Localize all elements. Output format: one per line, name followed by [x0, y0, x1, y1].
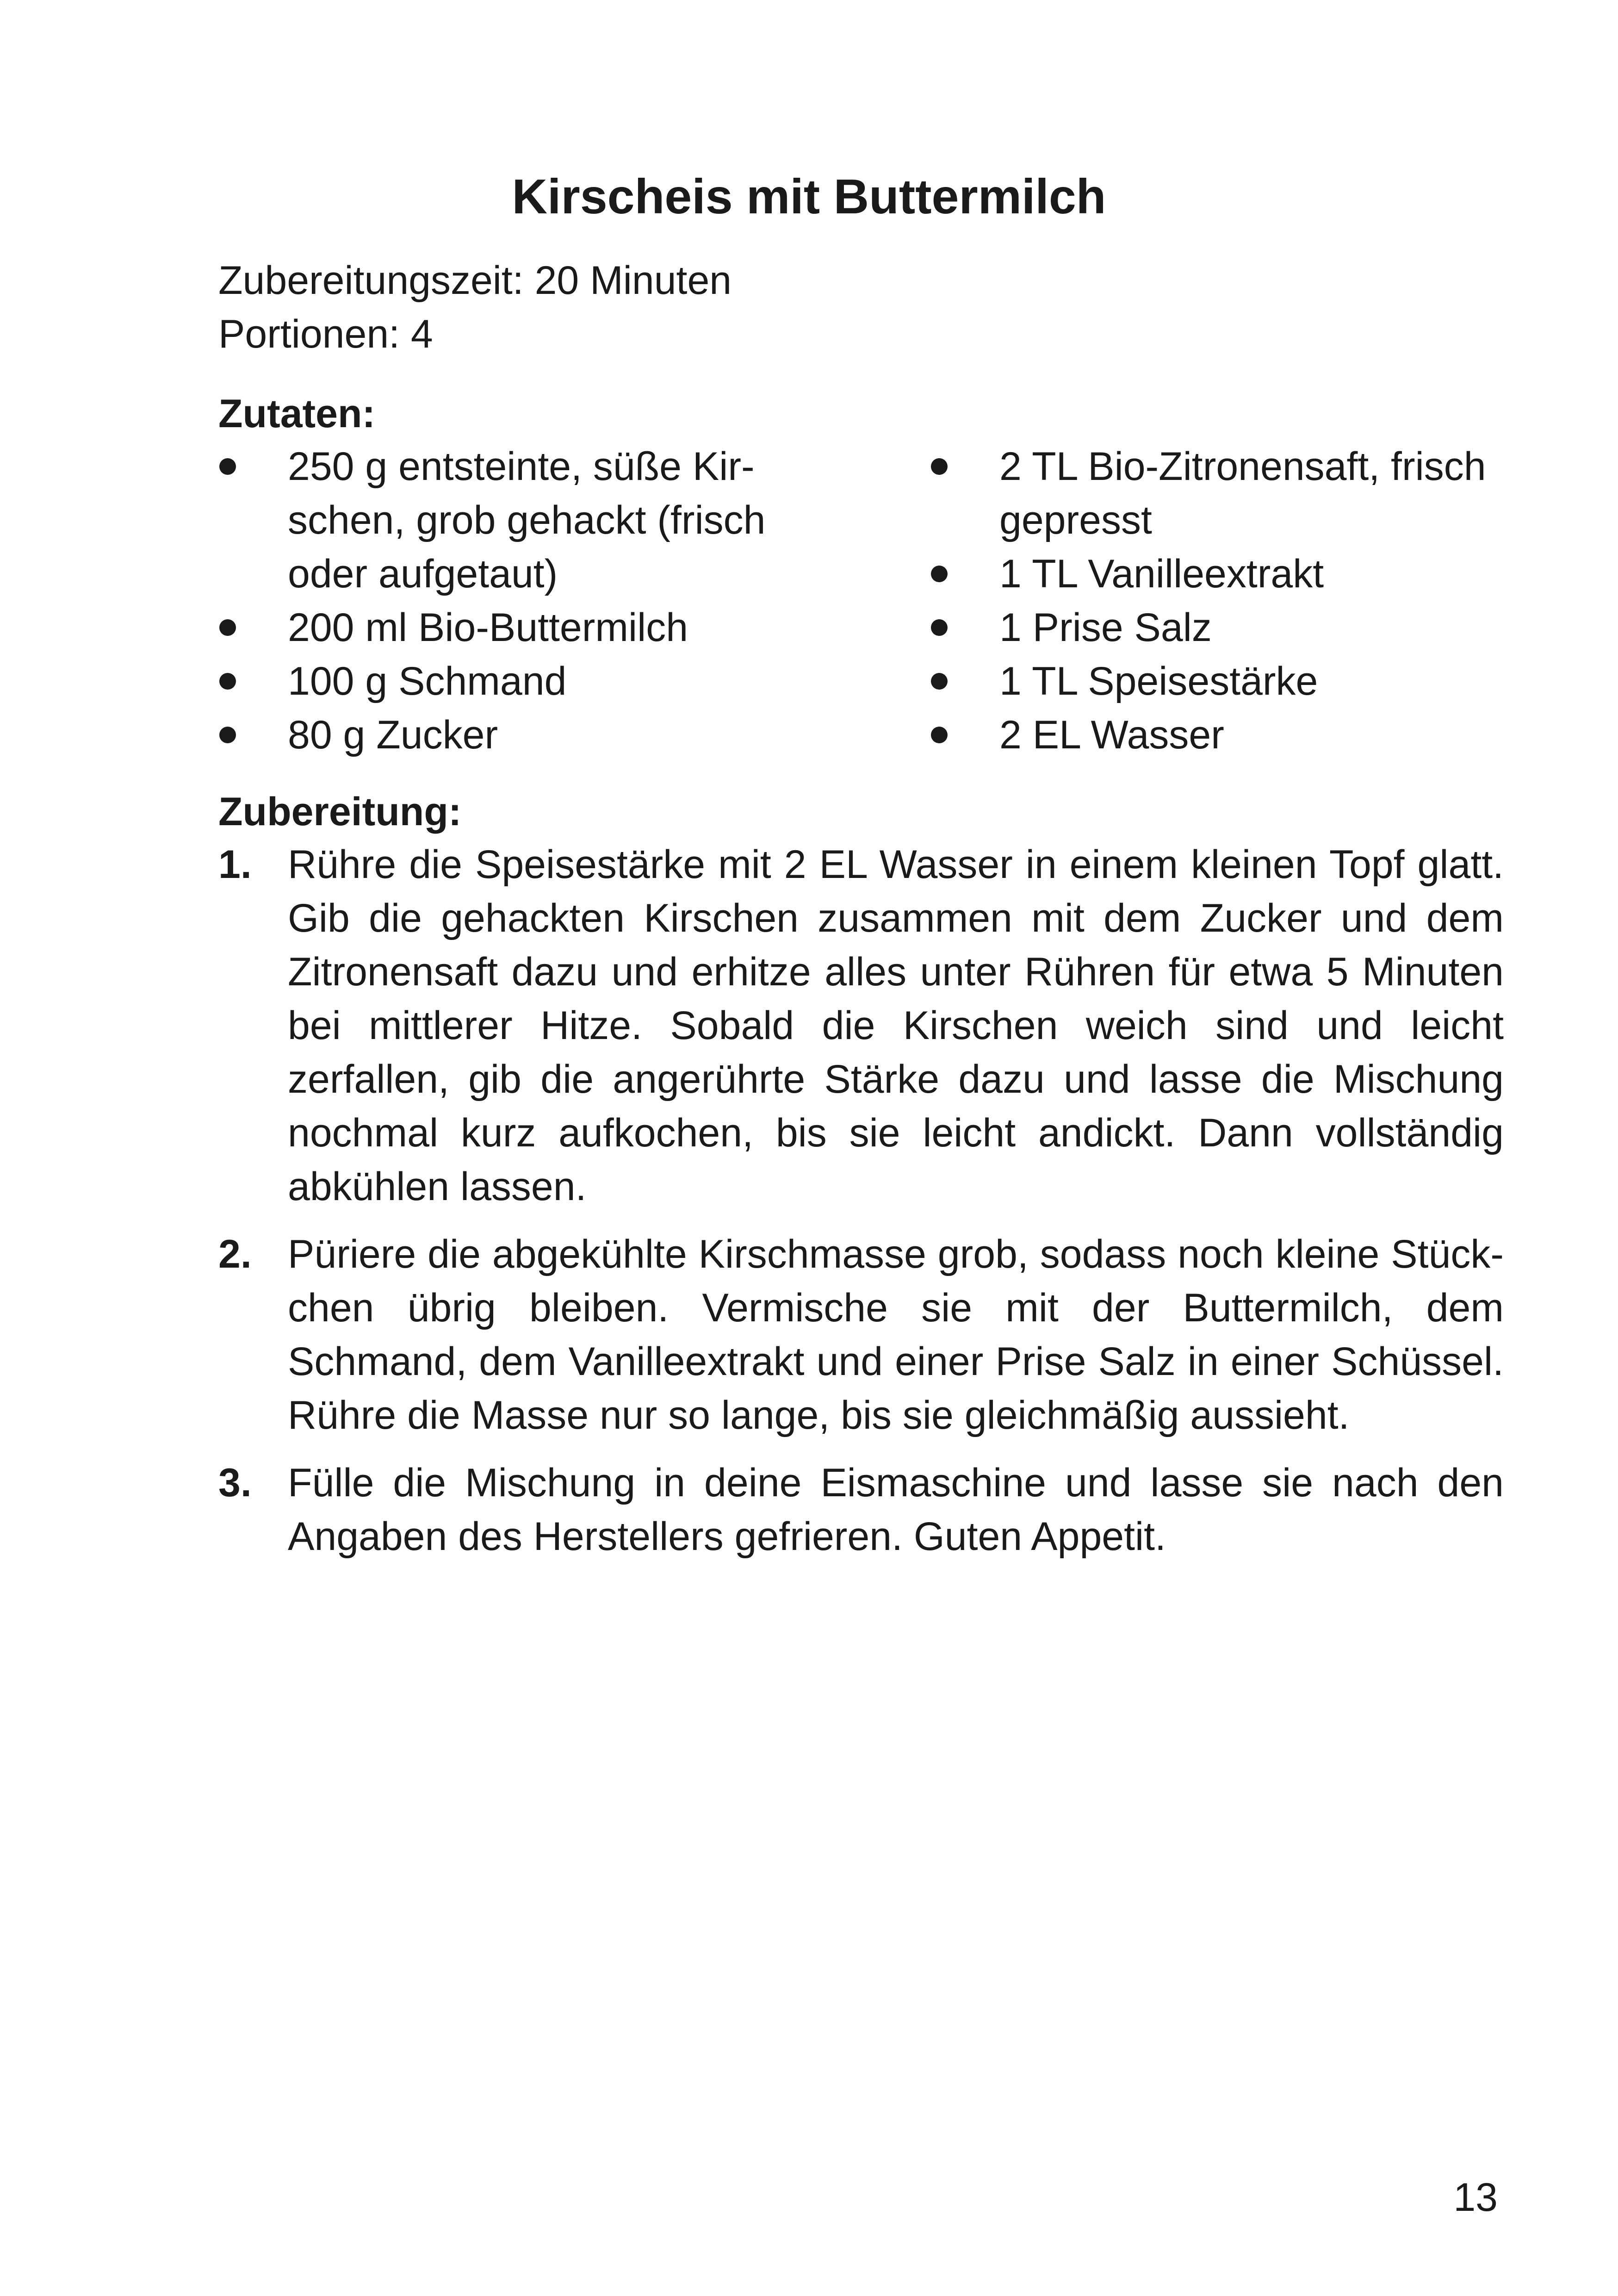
bullet-icon [219, 727, 236, 743]
ingredients-list-right [930, 440, 1531, 762]
bullet-icon [219, 458, 236, 475]
bullet-icon [931, 673, 948, 690]
ingredient-item [218, 654, 774, 708]
bullet-icon [219, 619, 236, 636]
portions: Portionen: 4 [218, 312, 433, 356]
ingredient-text: 200 ml Bio-Buttermilch [288, 605, 688, 650]
ingredient-item [930, 654, 1531, 708]
ingredient-text: 2 TL Bio-Zitronensaft, frisch gepresst [999, 444, 1486, 542]
ingredient-item [218, 601, 774, 654]
ingredient-text: 1 TL Vanilleextrakt [999, 552, 1324, 596]
bullet-icon [931, 727, 948, 743]
step-item [218, 1227, 1504, 1442]
ingredient-text: 100 g Schmand [288, 659, 567, 703]
ingredient-text: 250 g entsteinte, süße Kirschen, grob gehackt (frisch oder aufgetaut) [288, 444, 766, 596]
step-text: Rühre die Speisestärke mit 2 EL Wasser in einem kleinen Topf glatt. Gib die gehackten Kirschen zusammen mit dem Zucker und dem Zitronensaft dazu und erhitze alles unter Rühren für etwa 5 Minuten bei mittlerer Hitze. Sobald die Kirschen weich sind und leicht zerfallen, gib die angerührte Stärke dazu und lasse die Mischung nochmal kurz aufkochen, bis sie leicht andickt. Dann vollständig abkühlen lassen. [288, 842, 1504, 1209]
step-item [218, 838, 1504, 1213]
ingredient-item [218, 708, 774, 762]
ingredient-text: 1 TL Speisestärke [999, 659, 1318, 703]
ingredient-item [930, 440, 1531, 547]
ingredient-text: 2 EL Wasser [999, 713, 1224, 757]
ingredient-item [930, 708, 1531, 762]
ingredient-item [930, 601, 1531, 654]
ingredient-item [218, 440, 774, 601]
ingredient-text: 80 g Zucker [288, 713, 498, 757]
ingredients-heading: Zutaten: [218, 392, 376, 436]
step-text: Fülle die Mischung in deine Eismaschine und lasse sie nach den Angaben des Herstellers gefrieren. Guten Appetit. [288, 1461, 1504, 1559]
preparation-heading: Zubereitung: [218, 790, 462, 834]
step-text: Püriere die abgekühlte Kirschmasse grob, sodass noch kleine Stückchen übrig bleiben. Vermische sie mit der Buttermilch, dem Schmand, dem Vanilleextrakt und einer Prise Salz in einer Schüssel. Rühre die Masse nur so lange, bis sie gleichmäßig aussieht. [288, 1232, 1504, 1437]
prep-time: Zubereitungszeit: 20 Minuten [218, 258, 732, 303]
bullet-icon [931, 458, 948, 475]
ingredient-text: 1 Prise Salz [999, 605, 1212, 650]
step-number: 3. [218, 1461, 252, 1505]
recipe-title: Kirscheis mit Buttermilch [512, 169, 1106, 224]
page-number: 13 [1453, 2175, 1498, 2220]
step-item [218, 1456, 1504, 1563]
ingredients-list-left [218, 440, 774, 762]
ingredient-item [930, 547, 1531, 601]
bullet-icon [219, 673, 236, 690]
bullet-icon [931, 619, 948, 636]
preparation-steps [218, 838, 1504, 1577]
step-number: 1. [218, 842, 252, 887]
step-number: 2. [218, 1232, 252, 1276]
bullet-icon [931, 566, 948, 582]
